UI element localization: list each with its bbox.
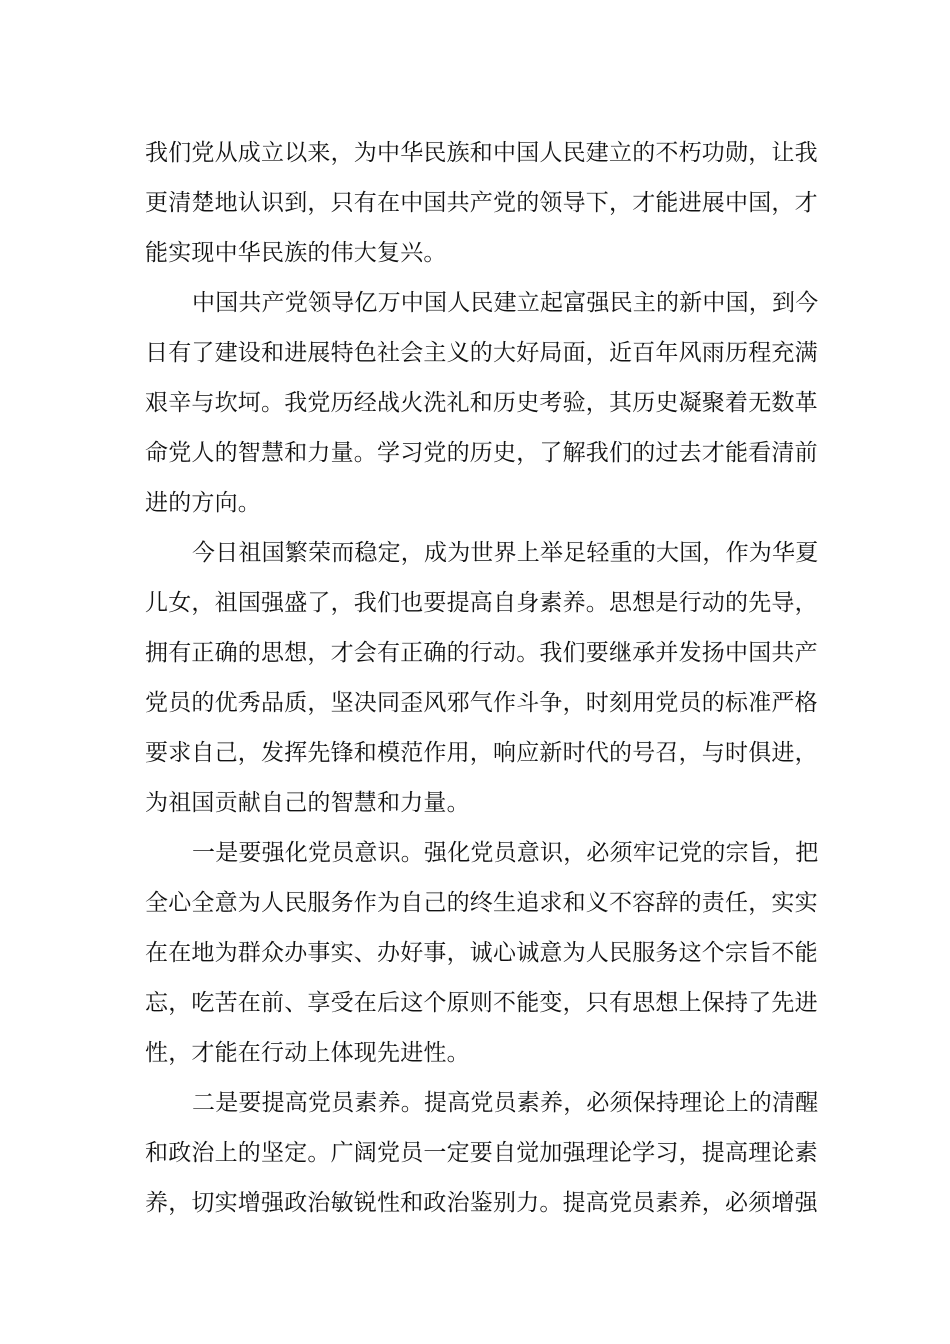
paragraph-3-line-2: 儿女，祖国强盛了，我们也要提高自身素养。思想是行动的先导， — [145, 590, 818, 616]
paragraph-3-line-4: 党员的优秀品质，坚决同歪风邪气作斗争，时刻用党员的标准严格 — [145, 690, 818, 716]
paragraph-2-line-1: 中国共产党领导亿万中国人民建立起富强民主的新中国，到今 — [192, 290, 819, 316]
paragraph-4-line-1: 一是要强化党员意识。强化党员意识，必须牢记党的宗旨，把 — [192, 840, 819, 866]
paragraph-4-line-2: 全心全意为人民服务作为自己的终生追求和义不容辞的责任，实实 — [145, 890, 818, 916]
paragraph-1-line-3: 能实现中华民族的伟大复兴。 — [145, 240, 447, 266]
paragraph-4-line-3: 在在地为群众办事实、办好事，诚心诚意为人民服务这个宗旨不能 — [145, 940, 818, 966]
paragraph-5-line-2: 和政治上的坚定。广阔党员一定要自觉加强理论学习，提高理论素 — [145, 1140, 818, 1166]
paragraph-2-line-5: 进的方向。 — [145, 490, 261, 516]
paragraph-1-line-2: 更清楚地认识到，只有在中国共产党的领导下，才能进展中国，才 — [145, 190, 818, 216]
paragraph-3-line-3: 拥有正确的思想，才会有正确的行动。我们要继承并发扬中国共产 — [145, 640, 818, 666]
paragraph-5-line-1: 二是要提高党员素养。提高党员素养，必须保持理论上的清醒 — [192, 1090, 819, 1116]
paragraph-5-line-3: 养，切实增强政治敏锐性和政治鉴别力。提高党员素养，必须增强 — [145, 1190, 818, 1216]
paragraph-2-line-4: 命党人的智慧和力量。学习党的历史，了解我们的过去才能看清前 — [145, 440, 818, 466]
paragraph-4-line-4: 忘，吃苦在前、享受在后这个原则不能变，只有思想上保持了先进 — [145, 990, 818, 1016]
paragraph-3-line-1: 今日祖国繁荣而稳定，成为世界上举足轻重的大国，作为华夏 — [192, 540, 819, 566]
paragraph-2-line-3: 艰辛与坎坷。我党历经战火洗礼和历史考验，其历史凝聚着无数革 — [145, 390, 818, 416]
paragraph-4-line-5: 性，才能在行动上体现先进性。 — [145, 1040, 470, 1066]
paragraph-3-line-5: 要求自己，发挥先锋和模范作用，响应新时代的号召，与时俱进， — [145, 740, 818, 766]
paragraph-2-line-2: 日有了建设和进展特色社会主义的大好局面，近百年风雨历程充满 — [145, 340, 818, 366]
paragraph-1-line-1: 我们党从成立以来，为中华民族和中国人民建立的不朽功勋，让我 — [145, 140, 818, 166]
paragraph-3-line-6: 为祖国贡献自己的智慧和力量。 — [145, 790, 470, 816]
